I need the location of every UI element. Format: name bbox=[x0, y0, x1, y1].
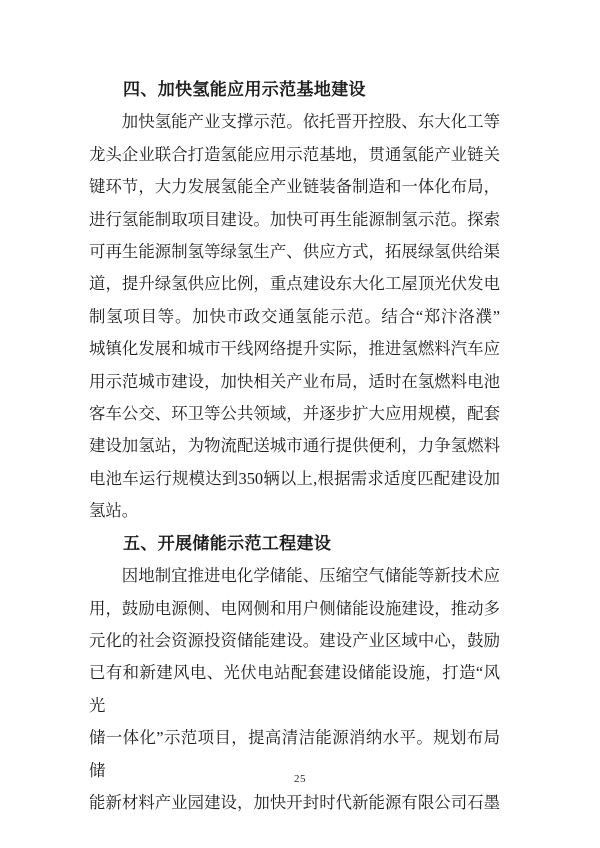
page-number: 25 bbox=[294, 773, 306, 785]
paragraph-line: 电池车运行规模达到350辆以上,根据需求适度匹配建设加 bbox=[89, 468, 500, 488]
paragraph-line: 龙头企业联合打造氢能应用示范基地，贯通氢能产业链关 bbox=[89, 144, 500, 164]
paragraph-line: 能新材料产业园建设，加快开封时代新能源有限公司石墨 bbox=[89, 792, 500, 812]
paragraph-line: 用，鼓励电源侧、电网侧和用户侧储能设施建设，推动多 bbox=[89, 598, 500, 618]
document-body bbox=[89, 74, 500, 819]
paragraph-line: 城镇化发展和城市干线网络提升实际，推进氢燃料汽车应 bbox=[89, 339, 500, 359]
paragraph-line: 建设加氢站，为物流配送城市通行提供便利，力争氢燃料 bbox=[89, 436, 500, 456]
paragraph-line: 可再生能源制氢等绿氢生产、供应方式，拓展绿氢供给渠 bbox=[89, 242, 500, 262]
paragraph-line: 氢站。 bbox=[89, 501, 139, 521]
paragraph-line: 进行氢能制取项目建设。加快可再生能源制氢示范。探索 bbox=[89, 209, 500, 229]
paragraph-line: 已有和新建风电、光伏电站配套建设储能设施，打造“风光 bbox=[89, 663, 500, 715]
paragraph-line: 键环节，大力发展氢能全产业链装备制造和一体化布局， bbox=[89, 177, 500, 197]
paragraph-line: 客车公交、环卫等公共领域，并逐步扩大应用规模，配套 bbox=[89, 404, 500, 424]
paragraph-line: 因地制宜推进电化学储能、压缩空气储能等新技术应 bbox=[121, 566, 500, 586]
paragraph-line: 元化的社会资源投资储能建设。建设产业区域中心，鼓励 bbox=[89, 630, 500, 650]
section-heading: 四、加快氢能应用示范基地建设 bbox=[123, 80, 366, 99]
paragraph-line: 道，提升绿氢供应比例，重点建设东大化工屋顶光伏发电 bbox=[89, 274, 500, 294]
paragraph-line: 加快氢能产业支撑示范。依托晋开控股、东大化工等 bbox=[121, 112, 500, 132]
paragraph-line: 制氢项目等。加快市政交通氢能示范。结合“郑汴洛濮” bbox=[89, 306, 500, 326]
section-heading: 五、开展储能示范工程建设 bbox=[123, 533, 332, 553]
paragraph-line: 用示范城市建设，加快相关产业布局，适时在氢燃料电池 bbox=[89, 371, 500, 391]
paragraph-line: 储一体化”示范项目，提高清洁能源消纳水平。规划布局储 bbox=[89, 728, 500, 780]
